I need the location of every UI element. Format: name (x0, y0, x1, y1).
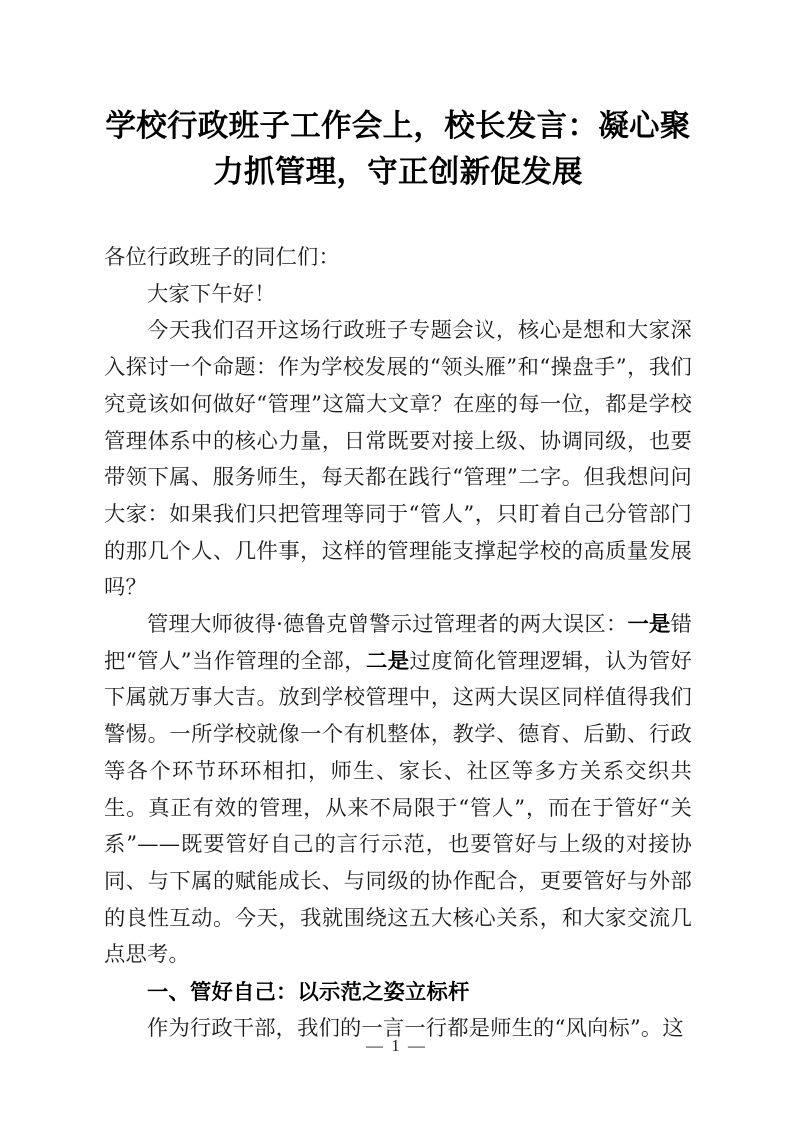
salutation-line: 各位行政班子的同仁们： (104, 245, 340, 270)
drucker-segment-2: 错把“管人”当作管理的全部， (104, 612, 692, 674)
greeting-line: 大家下午好！ (147, 281, 276, 307)
drucker-bold-1: 一是 (627, 612, 671, 638)
section-1-paragraph: 作为行政干部，我们的一言一行都是师生的“风向标”。这 (147, 1015, 684, 1041)
footer-page-number: — 1 — (366, 1036, 427, 1055)
drucker-bold-2: 二是 (365, 648, 410, 674)
page-title: 学校行政班子工作会上，校长发言：凝心聚力抓管理，守正创新促发展 (105, 109, 691, 189)
drucker-segment-1: 管理大师彼得·德鲁克曾警示过管理者的两大误区： (147, 612, 628, 638)
paragraph-drucker (104, 607, 692, 974)
section-heading-1: 一、管好自己：以示范之姿立标杆 (147, 980, 470, 1005)
drucker-segment-3: 过度简化管理逻辑，认为管好下属就万事大吉。放到学校管理中，这两大误区同样值得我们警惕。一所学校就像一个有机整体，教学、德育、后勤、行政等各个环节环环相扣，师生、家长、社区等多方关系交织共生。真正有效的管理，从来不局限于“管人”，而在于管好“关系”——既要管好自己的言行示范，也要管好与上级的对接协同、与下属的赋能成长、与同级的协作配合，更要管好与外部的良性互动。今天，我就围绕这五大核心关系，和大家交流几点思考。 (104, 648, 692, 968)
document-body (104, 240, 692, 1047)
paragraph-opening: 今天我们召开这场行政班子专题会议，核心是想和大家深入探讨一个命题：作为学校发展的“领头雁”和“操盘手”，我们究竟该如何做好“管理”这篇大文章？在座的每一位，都是学校管理体系中的核心力量，日常既要对接上级、协调同级，也要带领下属、服务师生，每天都在践行“管理”二字。但我想问问大家：如果我们只把管理等同于“管人”，只盯着自己分管部门的那几个人、几件事，这样的管理能支撑起学校的高质量发展吗？ (104, 318, 692, 601)
